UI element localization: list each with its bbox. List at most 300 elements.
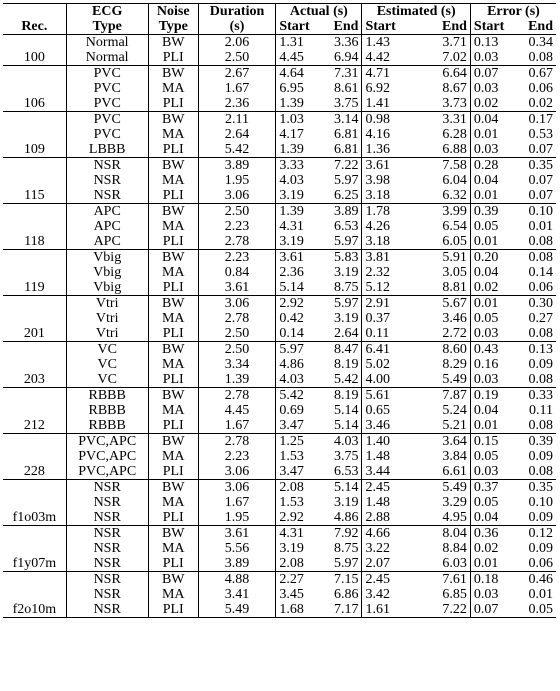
error-end-cell: 0.02: [517, 96, 556, 112]
error-start-cell: 0.03: [473, 81, 499, 96]
estimated-start-cell: 4.00: [362, 372, 421, 388]
estimated-start-cell: 6.41: [365, 342, 390, 357]
noise-type-cell: BW: [148, 388, 198, 404]
error-end-cell: 0.35: [528, 480, 553, 495]
duration-cell: 1.67: [198, 418, 276, 434]
record-cell: 109: [3, 112, 66, 158]
duration-cell: 2.23: [198, 250, 276, 266]
table-row: [3, 265, 556, 280]
error-end-cell: 0.05: [517, 602, 556, 618]
error-end-cell: 0.27: [528, 311, 553, 326]
header-row-2: [3, 19, 556, 35]
estimated-end-cell: 8.84: [420, 541, 470, 556]
ecg-type-cell: PVC: [66, 96, 148, 112]
estimated-start-cell: 4.71: [365, 66, 390, 81]
record-cell: 106: [3, 66, 66, 112]
error-start-cell: 0.19: [473, 388, 499, 403]
estimated-start-cell: 1.48: [365, 495, 390, 510]
ecg-type-cell: PVC: [66, 66, 148, 82]
table-row: [3, 173, 556, 188]
duration-cell: 2.50: [198, 342, 276, 358]
ecg-type-cell: LBBB: [66, 142, 148, 158]
actual-end-cell: 2.64: [322, 326, 362, 342]
table-row: [3, 357, 556, 372]
error-start-cell: 0.18: [473, 572, 499, 587]
table-row: [3, 372, 556, 388]
actual-start-cell: 2.92: [276, 510, 322, 526]
estimated-start-cell: 3.18: [362, 188, 421, 204]
estimated-end-header: End: [420, 19, 470, 35]
actual-start-cell: 1.25: [279, 434, 304, 449]
ecg-type-cell: NSR: [66, 602, 148, 618]
error-end-cell: 0.08: [517, 50, 556, 66]
ecg-type-cell: Vbig: [66, 265, 148, 280]
table-row: [3, 188, 556, 204]
table-row: [3, 81, 556, 96]
error-end-cell: 0.08: [517, 326, 556, 342]
table-row: [3, 449, 556, 464]
ecg-type-cell: PVC,APC: [66, 434, 148, 450]
estimated-end-cell: 6.85: [420, 587, 470, 602]
error-start-cell: 0.05: [473, 495, 499, 510]
ecg-type-cell: PVC: [66, 127, 148, 142]
error-start-cell: 0.05: [473, 311, 499, 326]
noise-type-cell: PLI: [148, 50, 198, 66]
results-table-container: [3, 3, 556, 618]
estimated-start-cell: 2.07: [362, 556, 421, 572]
table-row: [3, 50, 556, 66]
error-end-cell: 0.08: [517, 464, 556, 480]
duration-cell: 3.41: [198, 587, 276, 602]
error-start-cell: 0.02: [470, 96, 516, 112]
actual-end-cell: 3.36: [322, 35, 362, 51]
duration-cell: 3.89: [198, 158, 276, 174]
ecg-type-cell: Vtri: [66, 326, 148, 342]
error-start-cell: 0.07: [470, 602, 516, 618]
noise-type-cell: PLI: [148, 556, 198, 572]
actual-start-cell: 0.14: [276, 326, 322, 342]
actual-start-cell: 5.14: [276, 280, 322, 296]
actual-end-cell: 5.14: [322, 403, 362, 418]
duration-cell: 3.06: [198, 188, 276, 204]
error-end-cell: 0.53: [528, 127, 553, 142]
error-start-cell: 0.03: [470, 142, 516, 158]
header-row-1: [3, 4, 556, 20]
actual-end-cell: 5.97: [322, 296, 362, 312]
ecg-type-cell: NSR: [66, 526, 148, 542]
estimated-start-cell: 1.41: [362, 96, 421, 112]
error-end-cell: 0.08: [517, 372, 556, 388]
actual-start-cell: 2.08: [276, 556, 322, 572]
estimated-start-cell: 3.61: [365, 158, 390, 173]
actual-end-cell: 5.42: [322, 372, 362, 388]
estimated-start-cell: 4.16: [365, 127, 390, 142]
estimated-end-cell: 3.73: [420, 96, 470, 112]
noise-header: Noise: [148, 4, 198, 20]
actual-start-cell: 1.39: [276, 96, 322, 112]
table-row: [3, 219, 556, 234]
error-start-header: Start: [470, 19, 516, 35]
error-start-cell: 0.39: [473, 204, 499, 219]
actual-start-cell: 3.19: [276, 188, 322, 204]
actual-start-cell: 1.68: [276, 602, 322, 618]
duration-cell: 5.49: [198, 602, 276, 618]
duration-cell: 3.34: [198, 357, 276, 372]
noise-type-cell: MA: [148, 127, 198, 142]
error-end-cell: 0.01: [528, 219, 553, 234]
error-start-cell: 0.05: [473, 219, 499, 234]
noise-type-cell: BW: [148, 112, 198, 128]
estimated-end-cell: 7.02: [420, 50, 470, 66]
estimated-end-cell: 8.67: [420, 81, 470, 96]
duration-unit-header: (s): [198, 19, 276, 35]
estimated-start-cell: 2.45: [365, 572, 390, 587]
error-start-cell: 0.43: [473, 342, 499, 357]
duration-cell: 2.78: [198, 388, 276, 404]
actual-end-cell: 6.86: [322, 587, 362, 602]
actual-end-cell: 5.14: [322, 418, 362, 434]
estimated-end-cell: 6.54: [420, 219, 470, 234]
estimated-start-cell: 3.81: [365, 250, 390, 265]
actual-start-cell: 5.42: [279, 388, 304, 403]
actual-start-cell: 6.95: [279, 81, 304, 96]
actual-end-cell: 5.14: [322, 480, 362, 496]
table-row: [3, 510, 556, 526]
duration-cell: 2.78: [198, 311, 276, 326]
actual-end-cell: 6.25: [322, 188, 362, 204]
actual-end-cell: 5.83: [322, 250, 362, 266]
estimated-end-cell: 7.87: [420, 388, 470, 404]
duration-cell: 3.89: [198, 556, 276, 572]
duration-cell: 1.67: [198, 81, 276, 96]
table-row: [3, 418, 556, 434]
ecg-type-cell: NSR: [66, 556, 148, 572]
actual-end-cell: 3.89: [322, 204, 362, 220]
estimated-start-cell: 3.44: [362, 464, 421, 480]
ecg-type-cell: Vbig: [66, 280, 148, 296]
record-cell: f1y07m: [3, 526, 66, 572]
error-end-cell: 0.10: [528, 204, 553, 219]
estimated-end-cell: 3.84: [420, 449, 470, 464]
estimated-end-cell: 6.64: [420, 66, 470, 82]
noise-type-cell: BW: [148, 296, 198, 312]
duration-cell: 1.95: [198, 510, 276, 526]
table-row: [3, 296, 556, 312]
duration-cell: 2.64: [198, 127, 276, 142]
duration-cell: 3.06: [198, 480, 276, 496]
table-row: [3, 142, 556, 158]
estimated-start-header: Start: [362, 19, 421, 35]
record-cell: 119: [3, 250, 66, 296]
duration-cell: 3.61: [198, 280, 276, 296]
ecg-type-cell: PVC: [66, 81, 148, 96]
duration-cell: 5.56: [198, 541, 276, 556]
actual-start-cell: 4.64: [279, 66, 304, 81]
estimated-end-cell: 8.29: [420, 357, 470, 372]
error-start-cell: 0.05: [473, 449, 499, 464]
rec-header-top: [3, 4, 66, 20]
estimated-start-cell: 2.91: [365, 296, 390, 311]
noise-type-cell: BW: [148, 480, 198, 496]
duration-cell: 2.67: [198, 66, 276, 82]
error-end-cell: 0.07: [517, 142, 556, 158]
duration-cell: 2.78: [198, 434, 276, 450]
actual-end-cell: 3.19: [322, 265, 362, 280]
noise-type-cell: PLI: [148, 96, 198, 112]
actual-end-cell: 5.97: [322, 556, 362, 572]
error-end-cell: 0.08: [528, 250, 553, 265]
actual-start-cell: 4.31: [279, 219, 304, 234]
error-end-cell: 0.09: [528, 541, 553, 556]
error-end-cell: 0.13: [528, 342, 553, 357]
noise-type-cell: PLI: [148, 372, 198, 388]
actual-end-cell: 6.81: [322, 142, 362, 158]
ecg-type-cell: RBBB: [66, 403, 148, 418]
duration-cell: 0.84: [198, 265, 276, 280]
actual-start-cell: 4.45: [276, 50, 322, 66]
actual-start-header: Start: [276, 19, 322, 35]
error-end-cell: 0.33: [528, 388, 553, 403]
estimated-start-cell: 1.61: [362, 602, 421, 618]
duration-cell: 1.95: [198, 173, 276, 188]
table-row: [3, 158, 556, 174]
table-row: [3, 556, 556, 572]
error-end-cell: 0.07: [517, 188, 556, 204]
estimated-start-cell: 5.61: [365, 388, 390, 403]
estimated-end-cell: 6.05: [420, 234, 470, 250]
ecg-type-cell: NSR: [66, 188, 148, 204]
noise-type-cell: BW: [148, 66, 198, 82]
ecg-type-cell: PVC,APC: [66, 449, 148, 464]
actual-end-cell: 4.03: [322, 434, 362, 450]
actual-end-cell: 7.15: [322, 572, 362, 588]
error-start-cell: 0.03: [470, 464, 516, 480]
error-end-cell: 0.06: [517, 556, 556, 572]
ecg-type-cell: Vtri: [66, 311, 148, 326]
estimated-end-cell: 6.03: [420, 556, 470, 572]
error-start-cell: 0.37: [473, 480, 499, 495]
error-end-cell: 0.09: [528, 449, 553, 464]
estimated-start-cell: 3.18: [362, 234, 421, 250]
noise-type-cell: PLI: [148, 142, 198, 158]
table-row: [3, 434, 556, 450]
error-end-cell: 0.14: [528, 265, 553, 280]
estimated-end-cell: 3.05: [420, 265, 470, 280]
duration-cell: 2.50: [198, 326, 276, 342]
record-cell: 201: [3, 296, 66, 342]
estimated-start-cell: 5.02: [365, 357, 390, 372]
estimated-header: Estimated (s): [362, 4, 470, 20]
estimated-start-cell: 3.98: [365, 173, 390, 188]
error-end-header: End: [517, 19, 556, 35]
duration-cell: 2.11: [198, 112, 276, 128]
ecg-type-cell: VC: [66, 342, 148, 358]
ecg-type-cell: NSR: [66, 572, 148, 588]
noise-type-cell: MA: [148, 495, 198, 510]
duration-cell: 4.45: [198, 403, 276, 418]
error-start-cell: 0.04: [473, 173, 499, 188]
table-row: [3, 342, 556, 358]
ecg-type-cell: Vbig: [66, 250, 148, 266]
duration-cell: 1.67: [198, 495, 276, 510]
estimated-start-cell: 0.65: [365, 403, 390, 418]
noise-type-cell: BW: [148, 250, 198, 266]
noise-type-cell: MA: [148, 357, 198, 372]
error-end-cell: 0.10: [528, 495, 553, 510]
estimated-end-cell: 8.81: [420, 280, 470, 296]
estimated-start-cell: 4.66: [365, 526, 390, 541]
actual-end-cell: 3.19: [322, 311, 362, 326]
actual-end-cell: 5.97: [322, 234, 362, 250]
estimated-start-cell: 1.78: [365, 204, 390, 219]
actual-end-cell: 3.14: [322, 112, 362, 128]
record-cell: 212: [3, 388, 66, 434]
table-row: [3, 526, 556, 542]
ecg-header: ECG: [66, 4, 148, 20]
error-start-cell: 0.16: [473, 357, 499, 372]
error-start-cell: 0.03: [470, 372, 516, 388]
table-row: [3, 311, 556, 326]
table-body: [3, 35, 556, 618]
estimated-end-cell: 7.61: [420, 572, 470, 588]
noise-type-cell: PLI: [148, 602, 198, 618]
actual-start-cell: 1.53: [279, 495, 304, 510]
estimated-end-cell: 3.71: [420, 35, 470, 51]
actual-start-cell: 1.39: [279, 204, 304, 219]
actual-start-cell: 1.39: [276, 142, 322, 158]
actual-end-cell: 6.81: [322, 127, 362, 142]
error-start-cell: 0.03: [473, 587, 499, 602]
estimated-start-cell: 3.46: [362, 418, 421, 434]
actual-start-cell: 0.42: [279, 311, 304, 326]
error-start-cell: 0.02: [470, 280, 516, 296]
record-cell: 228: [3, 434, 66, 480]
estimated-end-cell: 3.46: [420, 311, 470, 326]
actual-end-cell: 7.31: [322, 66, 362, 82]
estimated-end-cell: 3.99: [420, 204, 470, 220]
ecg-type-cell: NSR: [66, 495, 148, 510]
estimated-start-cell: 3.22: [365, 541, 390, 556]
noise-type-cell: MA: [148, 449, 198, 464]
table-row: [3, 66, 556, 82]
table-row: [3, 388, 556, 404]
estimated-end-cell: 7.58: [420, 158, 470, 174]
noise-type-cell: PLI: [148, 234, 198, 250]
noise-type-cell: MA: [148, 173, 198, 188]
record-cell: 100: [3, 35, 66, 66]
table-row: [3, 250, 556, 266]
actual-start-cell: 4.86: [279, 357, 304, 372]
ecg-type-cell: NSR: [66, 510, 148, 526]
actual-end-cell: 6.53: [322, 464, 362, 480]
estimated-end-cell: 3.31: [420, 112, 470, 128]
error-start-cell: 0.04: [473, 265, 499, 280]
error-end-cell: 0.39: [528, 434, 553, 449]
actual-start-cell: 0.69: [279, 403, 304, 418]
actual-start-cell: 3.47: [276, 418, 322, 434]
noise-type-cell: BW: [148, 158, 198, 174]
error-end-cell: 0.12: [528, 526, 553, 541]
noise-type-cell: PLI: [148, 188, 198, 204]
noise-type-cell: BW: [148, 204, 198, 220]
actual-end-cell: 5.97: [322, 173, 362, 188]
error-end-cell: 0.06: [528, 81, 553, 96]
duration-cell: 1.39: [198, 372, 276, 388]
estimated-start-cell: 0.37: [365, 311, 390, 326]
error-start-cell: 0.04: [470, 510, 516, 526]
actual-start-cell: 4.17: [279, 127, 304, 142]
estimated-start-cell: 4.42: [362, 50, 421, 66]
estimated-end-cell: 7.22: [420, 602, 470, 618]
table-row: [3, 572, 556, 588]
actual-end-cell: 4.86: [322, 510, 362, 526]
estimated-start-cell: 6.92: [365, 81, 390, 96]
actual-start-cell: 3.47: [276, 464, 322, 480]
duration-cell: 2.06: [198, 35, 276, 51]
record-cell: f2o10m: [3, 572, 66, 618]
duration-cell: 2.36: [198, 96, 276, 112]
table-row: [3, 112, 556, 128]
estimated-end-cell: 6.32: [420, 188, 470, 204]
ecg-type-cell: NSR: [66, 587, 148, 602]
estimated-end-cell: 6.04: [420, 173, 470, 188]
error-start-cell: 0.07: [473, 66, 499, 81]
rec-header: Rec.: [3, 19, 66, 35]
table-row: [3, 96, 556, 112]
error-end-cell: 0.08: [517, 418, 556, 434]
table-row: [3, 280, 556, 296]
table-row: [3, 35, 556, 51]
noise-type-cell: BW: [148, 35, 198, 51]
error-start-cell: 0.04: [473, 403, 499, 418]
error-start-cell: 0.01: [470, 418, 516, 434]
actual-end-cell: 7.17: [322, 602, 362, 618]
actual-start-cell: 3.33: [279, 158, 304, 173]
actual-start-cell: 1.53: [279, 449, 304, 464]
actual-start-cell: 5.97: [279, 342, 304, 357]
actual-end-cell: 8.19: [322, 388, 362, 404]
ecg-type-cell: VC: [66, 372, 148, 388]
error-end-cell: 0.35: [528, 158, 553, 173]
estimated-start-cell: 2.32: [365, 265, 390, 280]
error-end-cell: 0.17: [528, 112, 553, 127]
error-end-cell: 0.09: [528, 357, 553, 372]
estimated-start-cell: 1.36: [362, 142, 421, 158]
actual-start-cell: 2.36: [279, 265, 304, 280]
error-start-cell: 0.36: [473, 526, 499, 541]
duration-cell: 3.06: [198, 296, 276, 312]
noise-type-cell: MA: [148, 587, 198, 602]
duration-cell: 3.61: [198, 526, 276, 542]
error-end-cell: 0.46: [528, 572, 553, 587]
estimated-end-cell: 6.88: [420, 142, 470, 158]
actual-start-cell: 4.03: [279, 173, 304, 188]
noise-type-cell: BW: [148, 342, 198, 358]
ecg-type-cell: Normal: [66, 35, 148, 51]
estimated-end-cell: 8.04: [420, 526, 470, 542]
noise-type-cell: PLI: [148, 510, 198, 526]
noise-type-cell: MA: [148, 311, 198, 326]
table-row: [3, 234, 556, 250]
noise-type-cell: PLI: [148, 418, 198, 434]
noise-type-cell: MA: [148, 541, 198, 556]
actual-end-cell: 7.92: [322, 526, 362, 542]
table-row: [3, 480, 556, 496]
error-end-cell: 0.11: [529, 403, 553, 418]
actual-end-cell: 8.19: [322, 357, 362, 372]
noise-type-cell: MA: [148, 219, 198, 234]
error-end-cell: 0.06: [517, 280, 556, 296]
